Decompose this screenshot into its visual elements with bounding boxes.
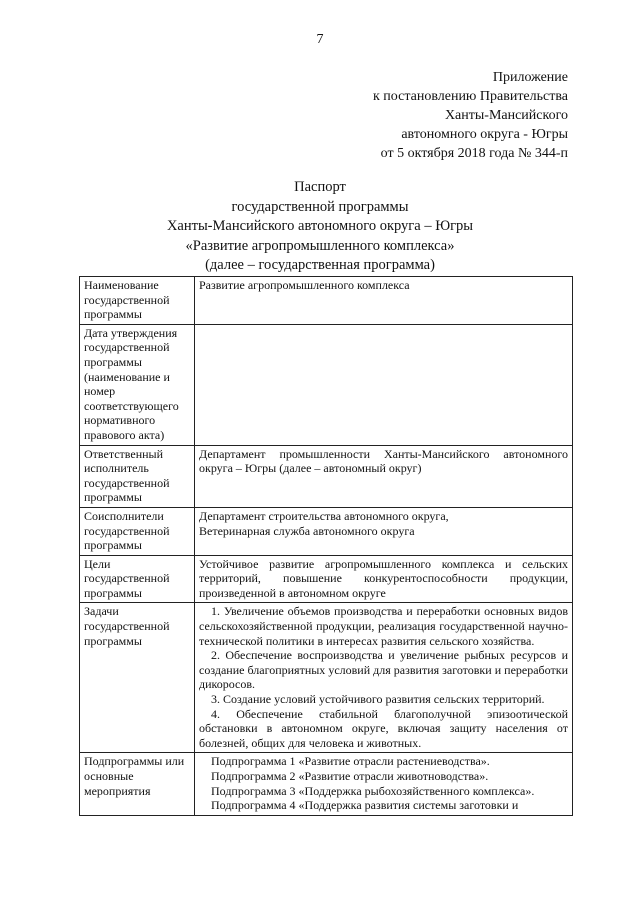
row-value-paragraph: Департамент строительства автономного округа, <box>199 508 449 523</box>
appendix-block <box>373 68 568 163</box>
row-label: Дата утверждения государственной программы (наименование и номер соответствующего нормативного правового акта) <box>80 324 195 445</box>
table-row <box>80 753 573 815</box>
row-label: Задачи государственной программы <box>80 603 195 753</box>
appendix-line: от 5 октября 2018 года № 344-п <box>380 146 568 161</box>
row-value-paragraph: Развитие агропромышленного комплекса <box>199 278 410 292</box>
row-value <box>195 324 573 445</box>
title-line: Паспорт <box>294 179 346 195</box>
row-label: Наименование государственной программы <box>80 277 195 325</box>
row-value-paragraph: 2. Обеспечение воспроизводства и увеличение рыбных ресурсов и создание благоприятных условий для развития заготовки и переработки дикоросов. <box>199 648 568 692</box>
row-value-paragraph: Ветеринарная служба автономного округа <box>199 523 415 538</box>
appendix-line: к постановлению Правительства <box>372 89 568 104</box>
row-value <box>195 603 573 753</box>
row-value-paragraph: Департамент промышленности Ханты-Мансийского автономного округа – Югры (далее – автономный округ) <box>199 446 568 476</box>
document-title <box>0 178 640 276</box>
row-label: Соисполнители государственной программы <box>80 507 195 555</box>
row-value-paragraph: Устойчивое развитие агропромышленного комплекса и сельских территорий, повышение конкурентоспособности продукции, произведенной в автономном округе <box>199 556 568 600</box>
table-row <box>80 445 573 507</box>
title-line: государственной программы <box>231 198 409 215</box>
page-number: 7 <box>316 32 324 47</box>
row-value <box>195 507 573 555</box>
passport-table <box>79 276 573 816</box>
appendix-line: Приложение <box>492 70 568 85</box>
row-label: Подпрограммы или основные мероприятия <box>80 753 195 815</box>
row-value-paragraph: Подпрограмма 2 «Развитие отрасли животноводства». <box>211 769 489 783</box>
row-value <box>195 555 573 603</box>
row-label: Ответственный исполнитель государственной программы <box>80 445 195 507</box>
table-row <box>80 603 573 753</box>
row-value <box>195 277 573 325</box>
title-line: (далее – государственная программа) <box>205 257 435 273</box>
row-value <box>195 445 573 507</box>
passport-table-body <box>80 277 573 816</box>
row-value-paragraph: 4. Обеспечение стабильной благополучной эпизоотической обстановки в автономном округе, включая защиту населения от болезней, общих для человека и животных. <box>199 706 568 750</box>
appendix-line: автономного округа - Югры <box>401 127 568 142</box>
row-value-paragraph: Подпрограмма 4 «Поддержка развития системы заготовки и <box>211 798 519 813</box>
row-value-paragraph: 1. Увеличение объемов производства и переработки основных видов сельскохозяйственной продукции, реализация государственной научно-технической политики в интересах развития сельского хозяйства. <box>199 604 568 648</box>
appendix-line: Ханты-Мансийского <box>444 108 568 123</box>
table-row <box>80 324 573 445</box>
table-row <box>80 277 573 325</box>
table-row <box>80 555 573 603</box>
table-row <box>80 507 573 555</box>
row-value-paragraph: Подпрограмма 3 «Поддержка рыбохозяйственного комплекса». <box>211 783 535 798</box>
row-value <box>195 753 573 815</box>
title-line: «Развитие агропромышленного комплекса» <box>185 237 455 254</box>
row-value-paragraph: 3. Создание условий устойчивого развития сельских территорий. <box>211 692 545 707</box>
row-label: Цели государственной программы <box>80 555 195 603</box>
row-value-paragraph: Подпрограмма 1 «Развитие отрасли растениеводства». <box>211 754 490 769</box>
title-line: Ханты-Мансийского автономного округа – Югры <box>166 218 474 234</box>
